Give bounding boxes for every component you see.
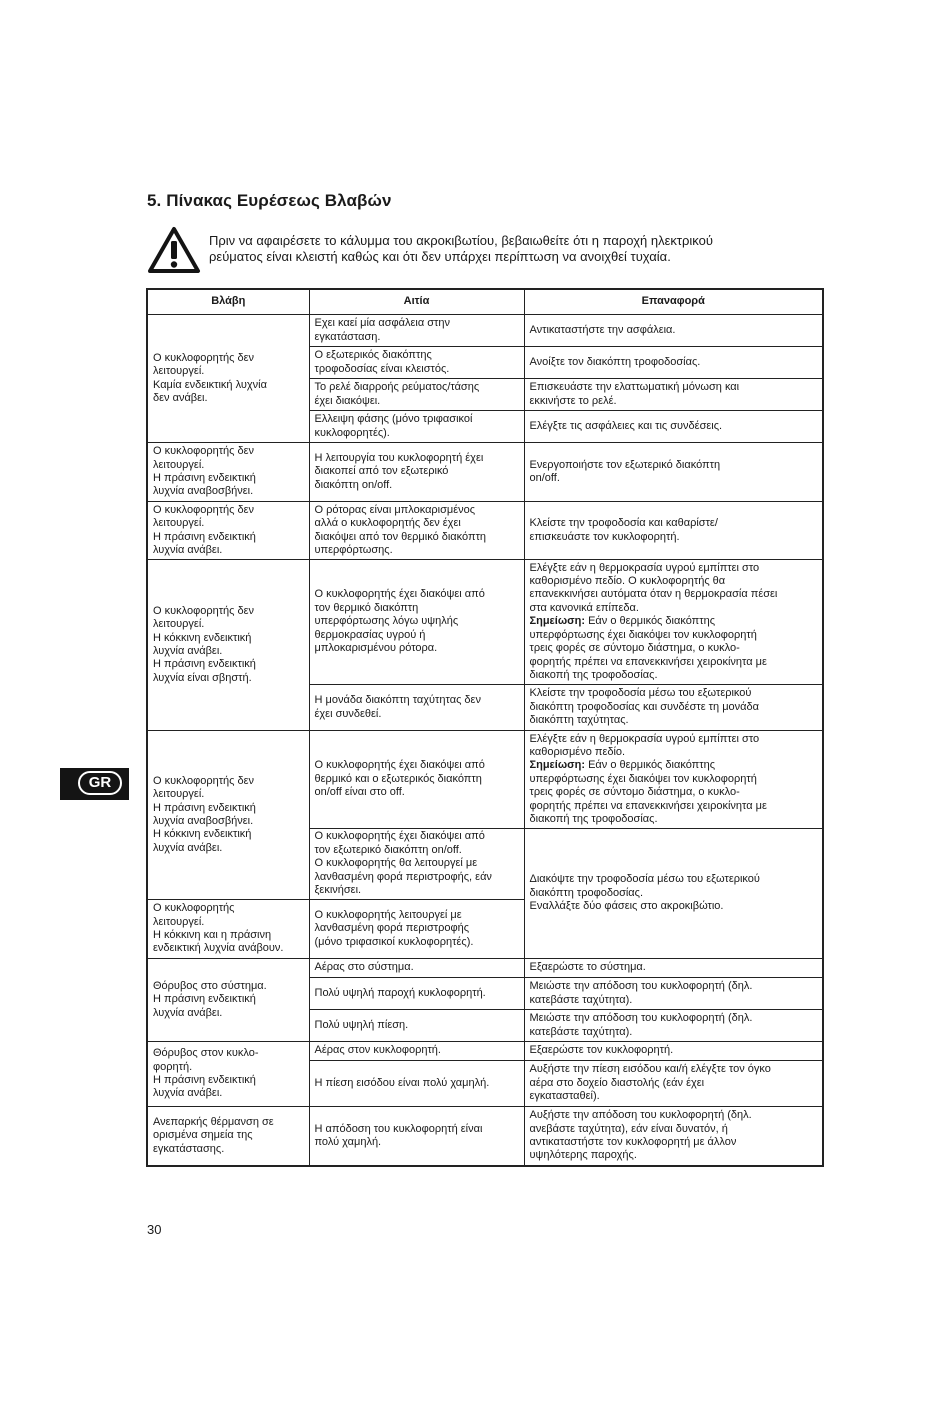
warning-triangle-icon <box>147 226 201 274</box>
table-row <box>147 443 823 502</box>
fault-cell: Ο κυκλοφορητής λειτουργεί. Η κόκκινη και η πράσινη ενδεικτική λυχνία ανάβουν. <box>147 900 309 959</box>
header-fault: Βλάβη <box>147 289 309 315</box>
cause-cell: Εχει καεί μία ασφάλεια στην εγκατάσταση. <box>309 315 524 347</box>
remedy-cell: Μειώστε την απόδοση του κυκλοφορητή (δηλ. κατεβάστε ταχύτητα). <box>524 978 823 1010</box>
cause-cell: Η πίεση εισόδου είναι πολύ χαμηλή. <box>309 1061 524 1107</box>
fault-cell: Θόρυβος στον κυκλο- φορητή. Η πράσινη ενδεικτική λυχνία ανάβει. <box>147 1042 309 1107</box>
cause-cell: Ο εξωτερικός διακόπτης τροφοδοσίας είναι κλειστός. <box>309 347 524 379</box>
fault-cell: Ο κυκλοφορητής δεν λειτουργεί. Η πράσινη ενδεικτική λυχνία αναβοσβήνει. <box>147 443 309 502</box>
cause-cell: Ο κυκλοφορητής έχει διακόψει από θερμικό και ο εξωτερικός διακόπτη on/off είναι στο off. <box>309 731 524 829</box>
cause-cell: Αέρας στο σύστημα. <box>309 959 524 978</box>
cause-cell: Πολύ υψηλή πίεση. <box>309 1010 524 1042</box>
remedy-cell: Κλείστε την τροφοδοσία μέσω του εξωτερικού διακόπτη τροφοδοσίας και συνδέστε τη μονάδα διακόπτη ταχύτητας. <box>524 685 823 731</box>
remedy-cell: Αντικαταστήστε την ασφάλεια. <box>524 315 823 347</box>
cause-cell: Αέρας στον κυκλοφορητή. <box>309 1042 524 1061</box>
fault-cell: Ο κυκλοφορητής δεν λειτουργεί. Η πράσινη ενδεικτική λυχνία ανάβει. <box>147 502 309 560</box>
note-label: Σημείωση: <box>529 759 586 772</box>
remedy-text: Ελέγξτε εάν η θερμοκρασία υγρού εμπίπτει στο καθορισμένο πεδίο. <box>529 732 760 758</box>
note-text: Εάν ο θερμικός διακόπτης υπερφόρτωσης έχει διακόψει τον κυκλοφορητή τρεις φορές σε σύντομο διάστημα, ο κυκλο- φορητής πρέπει να επανεκκινήσει χειροκίνητα με διακοπή της τροφοδοσίας. <box>529 759 767 826</box>
remedy-cell: Εξαερώστε το σύστημα. <box>524 959 823 978</box>
language-badge: GR <box>78 771 122 795</box>
cause-cell: Το ρελέ διαρροής ρεύματος/τάσης έχει διακόψει. <box>309 379 524 411</box>
table-row <box>147 1042 823 1061</box>
remedy-cell <box>524 731 823 829</box>
page-number: 30 <box>147 1222 162 1237</box>
note-label: Σημείωση: <box>529 615 586 628</box>
remedy-cell: Εξαερώστε τον κυκλοφορητή. <box>524 1042 823 1061</box>
cause-cell: Η λειτουργία του κυκλοφορητή έχει διακοπεί από τον εξωτερικό διακόπτη on/off. <box>309 443 524 502</box>
cause-cell: Ο κυκλοφορητής έχει διακόψει από τον θερμικό διακόπτη υπερφόρτωσης λόγω υψηλής θερμοκρασίας υγρού ή μπλοκαρισμένου ρότορα. <box>309 560 524 685</box>
section-title: 5. Πίνακας Ευρέσεως Βλαβών <box>147 191 392 210</box>
remedy-cell: Μειώστε την απόδοση του κυκλοφορητή (δηλ. κατεβάστε ταχύτητα). <box>524 1010 823 1042</box>
remedy-cell: Ελέγξτε τις ασφάλειες και τις συνδέσεις. <box>524 411 823 443</box>
warning-line-2: ρεύματος είναι κλειστή καθώς και ότι δεν υπάρχει περίπτωση να ανοιχθεί τυχαία. <box>209 249 671 264</box>
fault-cell: Ο κυκλοφορητής δεν λειτουργεί. Καμία ενδεικτική λυχνία δεν ανάβει. <box>147 315 309 443</box>
note-text: Εάν ο θερμικός διακόπτης υπερφόρτωσης έχει διακόψει τον κυκλοφορητή τρεις φορές σε σύντομο διάστημα, ο κυκλο- φορητής πρέπει να επανεκκινήσει χειροκίνητα με διακοπή της τροφοδοσίας. <box>529 615 767 681</box>
remedy-cell <box>524 560 823 685</box>
cause-cell: Ελλειψη φάσης (μόνο τριφασικοί κυκλοφορητές). <box>309 411 524 443</box>
remedy-cell: Ανοίξτε τον διακόπτη τροφοδοσίας. <box>524 347 823 379</box>
table-row <box>147 560 823 685</box>
troubleshooting-table <box>146 288 824 1167</box>
cause-cell: Ο ρότορας είναι μπλοκαρισμένος αλλά ο κυκλοφορητής δεν έχει διακόψει από τον θερμικό διακόπτη υπερφόρτωσης. <box>309 502 524 560</box>
cause-cell: Ο κυκλοφορητής έχει διακόψει από τον εξωτερικό διακόπτη on/off. Ο κυκλοφορητής θα λειτουργεί με λανθασμένη φορά περιστροφής, εάν ξεκινήσει. <box>309 829 524 900</box>
table-row <box>147 959 823 978</box>
remedy-cell: Επισκευάστε την ελαττωματική μόνωση και εκκινήστε το ρελέ. <box>524 379 823 411</box>
table-row <box>147 502 823 560</box>
header-remedy: Επαναφορά <box>524 289 823 315</box>
table-row <box>147 731 823 829</box>
remedy-cell: Ενεργοποιήστε τον εξωτερικό διακόπτη on/off. <box>524 443 823 502</box>
table-row <box>147 315 823 347</box>
header-cause: Αιτία <box>309 289 524 315</box>
fault-cell: Ανεπαρκής θέρμανση σε ορισμένα σημεία της εγκατάστασης. <box>147 1107 309 1167</box>
cause-cell: Ο κυκλοφορητής λειτουργεί με λανθασμένη φορά περιστροφής (μόνο τριφασικοί κυκλοφορητές). <box>309 900 524 959</box>
remedy-cell: Αυξήστε την πίεση εισόδου και/ή ελέγξτε τον όγκο αέρα στο δοχείο διαστολής (εάν έχει εγκατασταθεί). <box>524 1061 823 1107</box>
remedy-cell: Αυξήστε την απόδοση του κυκλοφορητή (δηλ. ανεβάστε ταχύτητα), εάν είναι δυνατόν, ή αντικαταστήστε τον κυκλοφορητή με άλλον υψηλότερης παροχής. <box>524 1107 823 1167</box>
warning-line-1: Πριν να αφαιρέσετε το κάλυμμα του ακροκιβωτίου, βεβαιωθείτε ότι η παροχή ηλεκτρικού <box>209 233 713 248</box>
cause-cell: Η μονάδα διακόπτη ταχύτητας δεν έχει συνδεθεί. <box>309 685 524 731</box>
remedy-cell: Διακόψτε την τροφοδοσία μέσω του εξωτερικού διακόπτη τροφοδοσίας. Εναλλάξτε δύο φάσεις στο ακροκιβώτιο. <box>524 829 823 959</box>
table-row <box>147 1107 823 1167</box>
warning-text <box>209 233 819 265</box>
cause-cell: Η απόδοση του κυκλοφορητή είναι πολύ χαμηλή. <box>309 1107 524 1167</box>
cause-cell: Πολύ υψηλή παροχή κυκλοφορητή. <box>309 978 524 1010</box>
fault-cell: Θόρυβος στο σύστημα. Η πράσινη ενδεικτική λυχνία ανάβει. <box>147 959 309 1042</box>
remedy-text: Ελέγξτε εάν η θερμοκρασία υγρού εμπίπτει στο καθορισμένο πεδίο. Ο κυκλοφορητής θα επανεκκινήσει αυτόματα όταν η θερμοκρασία πέσει στα κανονικά επίπεδα. <box>529 561 778 614</box>
table-header-row <box>147 289 823 315</box>
fault-cell: Ο κυκλοφορητής δεν λειτουργεί. Η πράσινη ενδεικτική λυχνία αναβοσβήνει. Η κόκκινη ενδεικτική λυχνία ανάβει. <box>147 731 309 900</box>
fault-cell: Ο κυκλοφορητής δεν λειτουργεί. Η κόκκινη ενδεικτική λυχνία ανάβει. Η πράσινη ενδεικτική λυχνία είναι σβηστή. <box>147 560 309 731</box>
remedy-cell: Κλείστε την τροφοδοσία και καθαρίστε/ επισκευάστε τον κυκλοφορητή. <box>524 502 823 560</box>
